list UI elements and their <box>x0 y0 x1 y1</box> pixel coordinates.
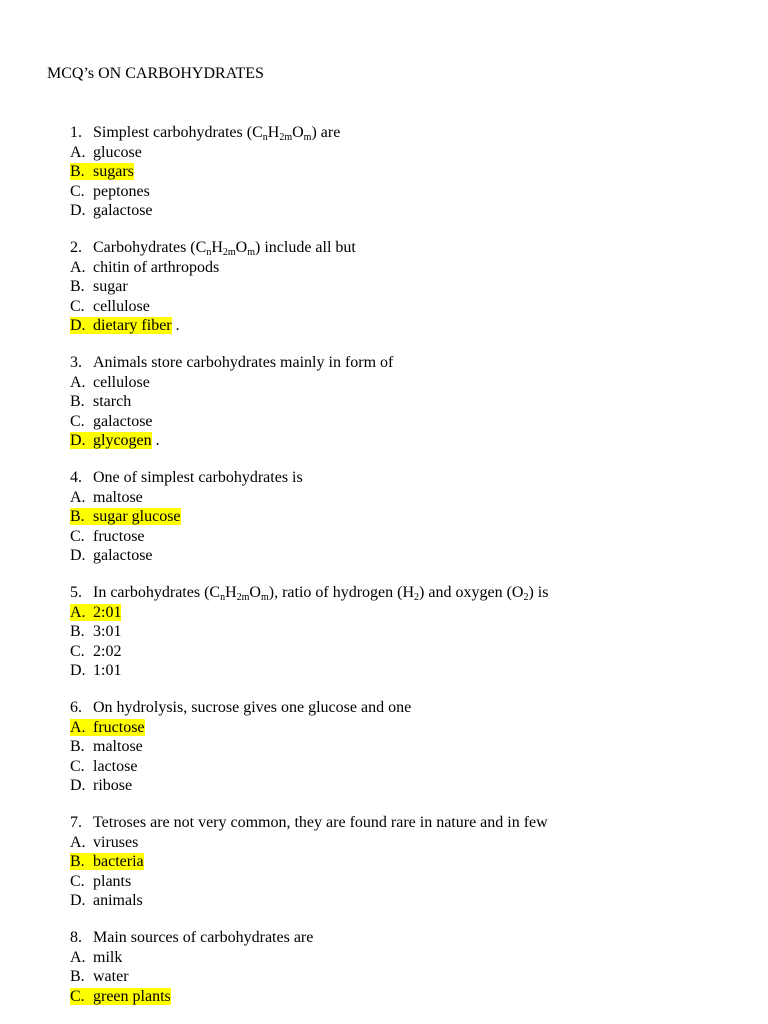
option-body <box>70 623 121 640</box>
answer-option <box>70 392 393 412</box>
option-text: peptones <box>93 182 150 200</box>
option-letter: B. <box>70 738 85 756</box>
question-text <box>70 353 393 373</box>
document-title: MCQ’s ON CARBOHYDRATES <box>47 65 264 82</box>
option-letter: A. <box>70 718 86 736</box>
option-text: maltose <box>93 488 143 506</box>
option-text: animals <box>93 892 143 910</box>
answer-option <box>70 603 548 623</box>
option-body <box>70 202 153 219</box>
answer-option <box>70 316 356 336</box>
question-text <box>70 813 548 833</box>
question-stem: One of simplest carbohydrates is <box>93 469 303 486</box>
option-letter: C. <box>70 757 85 775</box>
question-number: 2. <box>70 239 82 256</box>
answer-option <box>70 622 548 642</box>
option-text: fructose <box>93 718 145 736</box>
option-body <box>70 738 143 755</box>
answer-option <box>70 776 411 796</box>
answer-option <box>70 718 411 738</box>
answer-option <box>70 277 356 297</box>
option-text: 3:01 <box>93 623 122 641</box>
question-text <box>70 238 356 258</box>
option-letter: B. <box>70 853 85 871</box>
option-text: maltose <box>93 738 143 756</box>
option-letter: C. <box>70 527 85 545</box>
question-stem: Tetroses are not very common, they are found rare in nature and in few <box>93 814 548 831</box>
option-body <box>70 489 143 506</box>
option-text: sugars <box>93 163 134 181</box>
option-body <box>70 949 122 966</box>
option-text: starch <box>93 393 132 411</box>
correct-answer-highlight <box>70 163 134 180</box>
question-block <box>70 123 340 221</box>
question-text <box>70 468 303 488</box>
answer-option <box>70 546 303 566</box>
option-body <box>70 873 131 890</box>
question-number: 3. <box>70 354 82 371</box>
question-number: 8. <box>70 929 82 946</box>
question-stem: In carbohydrates $(C_nH_{2m}O_m)$, ratio of hydrogen $(H_2)$ and oxygen $(O_2)$ is <box>93 584 549 603</box>
question-number: 7. <box>70 814 82 831</box>
question-text <box>70 123 340 143</box>
question-text <box>70 698 411 718</box>
question-stem: Animals store carbohydrates mainly in form of <box>93 354 394 371</box>
answer-option <box>70 488 303 508</box>
answer-option <box>70 967 313 987</box>
option-letter: C. <box>70 412 85 430</box>
answer-option <box>70 661 548 681</box>
option-text: cellulose <box>93 373 150 391</box>
option-body <box>70 547 153 564</box>
answer-option <box>70 431 393 451</box>
option-letter: C. <box>70 987 85 1005</box>
answer-option <box>70 507 303 527</box>
option-body <box>70 298 150 315</box>
answer-option <box>70 852 548 872</box>
option-letter: A. <box>70 373 86 391</box>
answer-option <box>70 891 548 911</box>
option-letter: D. <box>70 317 86 335</box>
option-letter: B. <box>70 278 85 296</box>
correct-answer-highlight <box>70 604 121 621</box>
option-text: galactose <box>93 202 153 220</box>
option-body <box>70 662 121 679</box>
question-block <box>70 238 356 336</box>
option-text: fructose <box>93 527 145 545</box>
question-block <box>70 928 313 1006</box>
option-text: water <box>93 968 129 986</box>
answer-option <box>70 948 313 968</box>
option-letter: D. <box>70 662 86 680</box>
option-letter: B. <box>70 968 85 986</box>
option-letter: B. <box>70 623 85 641</box>
answer-option <box>70 757 411 777</box>
option-text: bacteria <box>93 853 144 871</box>
answer-option <box>70 833 548 853</box>
option-text: viruses <box>93 833 139 851</box>
option-letter: A. <box>70 143 86 161</box>
option-body <box>70 968 129 985</box>
question-block <box>70 698 411 796</box>
question-text <box>70 583 548 603</box>
option-letter: D. <box>70 892 86 910</box>
option-body <box>70 892 143 909</box>
answer-option <box>70 373 393 393</box>
option-letter: C. <box>70 872 85 890</box>
option-text: dietary fiber <box>93 317 172 335</box>
answer-option <box>70 182 340 202</box>
question-stem: On hydrolysis, sucrose gives one glucose and one <box>93 699 412 716</box>
option-text: galactose <box>93 412 153 430</box>
question-block <box>70 353 393 451</box>
option-body <box>70 777 132 794</box>
answer-option <box>70 642 548 662</box>
option-body <box>70 413 153 430</box>
option-body <box>70 278 128 295</box>
option-text: milk <box>93 948 123 966</box>
option-letter: A. <box>70 603 86 621</box>
option-text: galactose <box>93 547 153 565</box>
answer-option <box>70 737 411 757</box>
option-body <box>70 259 219 276</box>
option-text: glycogen <box>93 432 152 450</box>
option-body <box>70 393 131 410</box>
correct-answer-highlight <box>70 508 181 525</box>
answer-option <box>70 412 393 432</box>
option-letter: C. <box>70 182 85 200</box>
question-number: 5. <box>70 584 82 601</box>
option-text: green plants <box>93 987 171 1005</box>
question-block <box>70 583 548 681</box>
correct-answer-highlight <box>70 853 144 870</box>
answer-option <box>70 162 340 182</box>
option-body <box>70 528 145 545</box>
answer-option <box>70 201 340 221</box>
correct-answer-highlight <box>70 988 171 1005</box>
question-stem: Carbohydrates $(C_nH_{2m}O_m)$ include all but <box>93 239 356 258</box>
option-letter: D. <box>70 202 86 220</box>
answer-option <box>70 143 340 163</box>
question-number: 6. <box>70 699 82 716</box>
option-letter: B. <box>70 163 85 181</box>
option-letter: A. <box>70 488 86 506</box>
question-stem: Main sources of carbohydrates are <box>93 929 314 946</box>
option-letter: D. <box>70 547 86 565</box>
question-text <box>70 928 313 948</box>
option-text: plants <box>93 872 132 890</box>
option-letter: B. <box>70 508 85 526</box>
answer-option <box>70 297 356 317</box>
option-letter: A. <box>70 948 86 966</box>
option-letter: C. <box>70 297 85 315</box>
option-body <box>70 643 121 660</box>
option-suffix: . <box>151 432 160 450</box>
answer-option <box>70 987 313 1007</box>
question-stem: Simplest carbohydrates $(C_nH_{2m}O_m)$ are <box>93 124 341 143</box>
option-text: sugar glucose <box>93 508 181 526</box>
question-block <box>70 813 548 911</box>
option-body <box>70 834 138 851</box>
option-text: chitin of arthropods <box>93 258 220 276</box>
answer-option <box>70 258 356 278</box>
option-suffix: . <box>171 317 180 335</box>
question-block <box>70 468 303 566</box>
option-letter: C. <box>70 642 85 660</box>
option-text: cellulose <box>93 297 150 315</box>
option-body <box>70 374 150 391</box>
option-text: 2:02 <box>93 642 122 660</box>
option-text: sugar <box>93 278 128 296</box>
question-number: 1. <box>70 124 82 141</box>
option-text: 1:01 <box>93 662 122 680</box>
option-letter: D. <box>70 777 86 795</box>
option-text: lactose <box>93 757 138 775</box>
option-letter: B. <box>70 393 85 411</box>
correct-answer-highlight <box>70 432 152 449</box>
option-letter: D. <box>70 432 86 450</box>
question-number: 4. <box>70 469 82 486</box>
answer-option <box>70 872 548 892</box>
option-body <box>70 144 142 161</box>
answer-option <box>70 527 303 547</box>
option-body <box>70 183 150 200</box>
option-letter: A. <box>70 258 86 276</box>
option-letter: A. <box>70 833 86 851</box>
option-text: glucose <box>93 143 142 161</box>
option-text: ribose <box>93 777 133 795</box>
option-body <box>70 758 137 775</box>
correct-answer-highlight <box>70 317 172 334</box>
option-text: 2:01 <box>93 603 122 621</box>
correct-answer-highlight <box>70 719 145 736</box>
